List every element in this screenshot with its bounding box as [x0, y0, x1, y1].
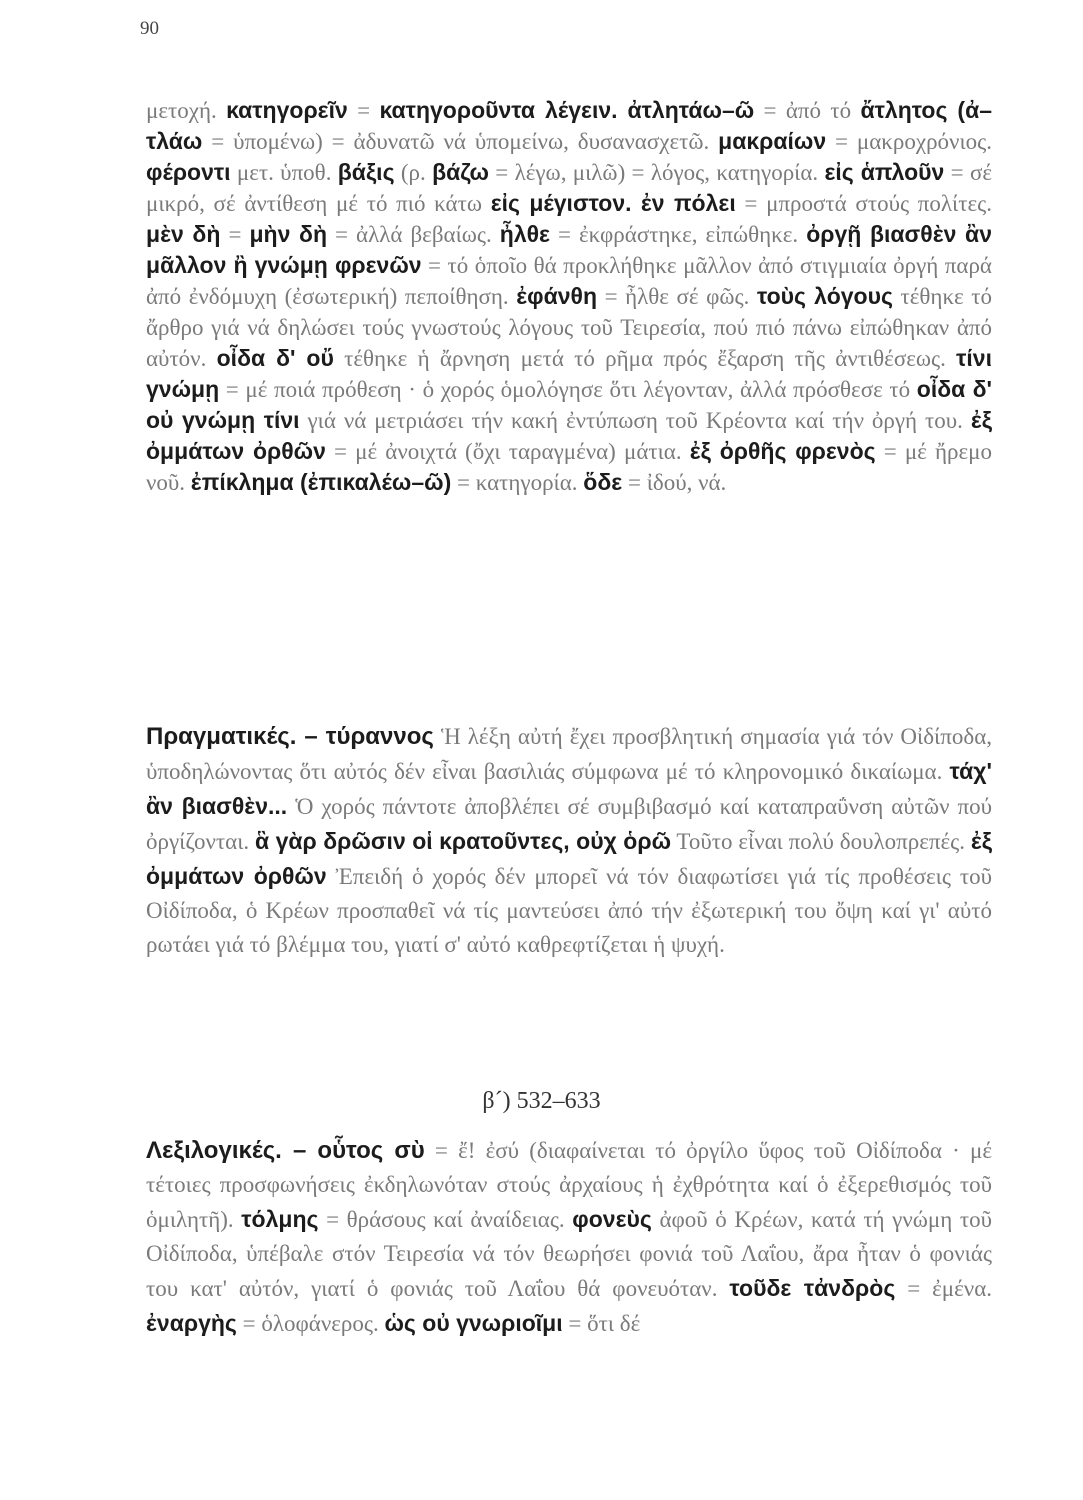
term: ὅδε: [583, 469, 623, 495]
text: μετοχή.: [146, 98, 227, 123]
text: = λέγω, μιλῶ) = λόγος, κατηγορία.: [488, 160, 825, 185]
text: = τό ὁποῖο θά προκλήθηκε μᾶλλον ἀπό στιγμιαία ὀργή παρά ἀπό ἐνδόμυχη (ἐσωτερική) πεποίθηση.: [146, 253, 992, 309]
section-heading: Λεξιλογικές. – οὗτος σὺ: [146, 1137, 425, 1164]
term: φονεὺς: [572, 1206, 652, 1232]
term: οἶδα δ' οὔ: [216, 345, 334, 371]
text: = ὁλοφάνερος.: [236, 1311, 385, 1336]
text: Ἐπειδή ὁ χορός δέν μπορεῖ νά τόν διαφωτίσει γιά τίς προθέσεις τοῦ Οἰδίποδα, ὁ Κρέων προσπαθεῖ νά τίς μαντεύσει ἀπό τήν ἐξωτερική του ὄψη καί γι' αὐτό ρωτάει γιά τό βλέμμα του, γιατί σ' αὐτό καθρεφτίζεται ἡ ψυχή.: [146, 864, 992, 957]
term: ἃ γὰρ δρῶσιν οἱ κρατοῦντες, οὐχ ὁρῶ: [254, 828, 672, 854]
text: = μέ ἀνοιχτά (ὄχι ταραγμένα) μάτια.: [325, 439, 690, 464]
text: ἀφοῦ ὁ Κρέων, κατά τή γνώμη τοῦ Οἰδίποδα, ὑπέβαλε στόν Τειρεσία νά τόν θεωρήσει φονιά τοῦ Λαΐου, ἄρα ἦταν ὁ φονιάς του κατ' αὐτόν, γιατί ὁ φονιάς τοῦ Λαΐου θά φονευόταν.: [146, 1207, 992, 1301]
term: μὲν δὴ: [146, 221, 221, 247]
text: = ἀλλά βεβαίως.: [327, 222, 500, 247]
term: ὀργῇ βιασθὲν ἂν μᾶλλον ἢ γνώμῃ φρενῶν: [146, 221, 992, 278]
text: τέθηκε τό ἄρθρο γιά νά δηλώσει τούς γνωστούς λόγους τοῦ Τειρεσία, πού πιό πάνω εἰπώθηκαν ἀπό αὐτόν.: [146, 284, 992, 371]
term: οἶδα δ' οὐ γνώμῃ τίνι: [146, 376, 992, 433]
text: = ἰδού, νά.: [622, 470, 727, 495]
text: γιά νά μετριάσει τήν κακή ἐντύπωση τοῦ Κρέοντα καί τήν ὀργή του.: [299, 408, 971, 433]
vocabulary-notes-continued: [146, 95, 992, 498]
vocabulary-notes: [146, 1134, 992, 1341]
term: ἄτλητος (ἀ–τλάω: [146, 97, 993, 154]
term: τόλμης: [241, 1206, 319, 1232]
term: τίνι γνώμῃ: [146, 345, 992, 402]
term: βάζω: [432, 159, 489, 185]
text: =: [347, 98, 380, 123]
term: τοὺς λόγους: [756, 283, 893, 309]
term: τάχ' ἂν βιασθὲν...: [146, 758, 992, 819]
text: = ἀπό τό: [754, 98, 861, 123]
text: = ἐμένα.: [895, 1276, 992, 1301]
term: ἐπίκλημα (ἐπικαλέω–ῶ): [190, 469, 452, 495]
text: Τοῦτο εἶναι πολύ δουλοπρεπές.: [671, 829, 971, 854]
text: (ρ.: [394, 160, 433, 185]
text: = μέ ποιά πρόθεση · ὁ χορός ὁμολόγησε ὅτι λέγονταν, ἀλλά πρόσθεσε τό: [219, 377, 917, 402]
term: ἐξ ὀμμάτων ὀρθῶν: [146, 407, 992, 464]
term: φέροντι: [146, 159, 231, 185]
text: = κατηγορία.: [451, 470, 584, 495]
text: = θράσους καί ἀναίδειας.: [318, 1207, 573, 1232]
term: εἰς μέγιστον. ἐν πόλει: [490, 190, 736, 216]
text: = ἐκφράστηκε, εἰπώθηκε.: [549, 222, 807, 247]
text: Ἡ λέξη αὐτή ἔχει προσβλητική σημασία γιά τόν Οἰδίποδα, ὑποδηλώνοντας ὅτι αὐτός δέν εἶναι βασιλιάς σύμφωνα μέ τό κληρονομικό δικαίωμα.: [146, 724, 992, 784]
text: = μπροστά στούς πολίτες.: [735, 191, 992, 216]
term: ἦλθε: [499, 221, 550, 247]
text: τέθηκε ἡ ἄρνηση μετά τό ρῆμα πρός ἔξαρση τῆς ἀντιθέσεως.: [333, 346, 957, 371]
factual-notes: [146, 720, 992, 962]
text: = ὑπομένω) = ἀδυνατῶ νά ὑπομείνω, δυσανασχετῶ.: [202, 129, 719, 154]
text: = μέ ἤρεμο νοῦ.: [146, 439, 992, 495]
text: = σέ μικρό, σέ ἀντίθεση μέ τό πιό κάτω: [146, 160, 993, 216]
text: μετ. ὑποθ.: [230, 160, 338, 185]
section-heading: Πραγματικές. – τύραννος: [146, 723, 434, 750]
term: ἐξ ὀμμάτων ὀρθῶν: [146, 828, 992, 889]
term: ἐξ ὀρθῆς φρενὸς: [689, 438, 876, 464]
term: ἐφάνθη: [516, 283, 598, 309]
text: Ὁ χορός πάντοτε ἀποβλέπει σέ συμβιβασμό καί καταπραΰνση αὐτῶν πού ὀργίζονται.: [146, 794, 992, 854]
text: = ἦλθε σέ φῶς.: [597, 284, 757, 309]
page-number: 90: [140, 18, 159, 39]
term: εἰς ἁπλοῦν: [824, 159, 945, 185]
section-title: β´) 532–633: [482, 1088, 601, 1114]
term: μὴν δὴ: [249, 221, 328, 247]
term: ἐναργὴς: [146, 1310, 237, 1336]
term: κατηγορεῖν: [226, 97, 348, 123]
term: μακραίων: [718, 128, 827, 154]
term: τοῦδε τἀνδρὸς: [729, 1275, 896, 1301]
term: κατηγοροῦντα λέγειν. ἀτλητάω–ῶ: [379, 97, 755, 123]
text: =: [220, 222, 250, 247]
text: = ἔ! ἐσύ (διαφαίνεται τό ὀργίλο ὕφος τοῦ Οἰδίποδα · μέ τέτοιες προσφωνήσεις ἐκδηλωνόταν στούς ἀρχαίους ἡ ἐχθρότητα καί ὁ ἐξερεθισμός τοῦ ὁμιλητῆ).: [146, 1138, 992, 1232]
text: = μακροχρόνιος.: [826, 129, 992, 154]
term: βάξις: [337, 159, 395, 185]
term: ὡς οὐ γνωριοῖμι: [384, 1310, 563, 1336]
text: = ὅτι δέ: [562, 1311, 641, 1336]
